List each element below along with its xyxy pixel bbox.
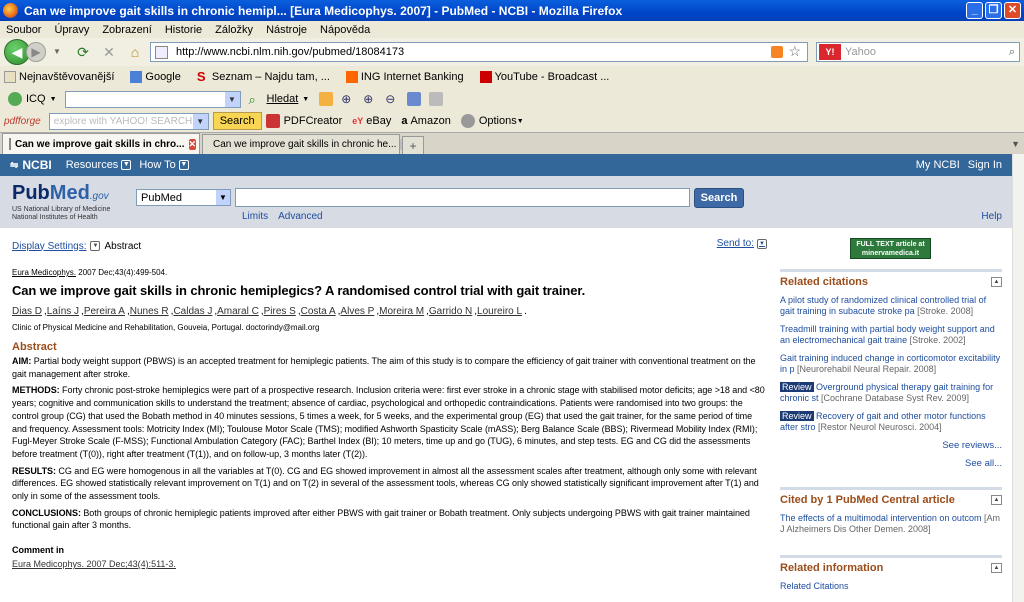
collapse-icon[interactable]: ▲ — [991, 563, 1002, 573]
review-badge: Review — [782, 382, 812, 392]
seznam-icon: S — [196, 69, 206, 84]
comment-link[interactable]: Eura Medicophys. 2007 Dec;43(4):511-3. — [12, 559, 176, 570]
menu-zalozky[interactable]: Záložky — [215, 23, 254, 36]
search-placeholder: Yahoo — [845, 46, 876, 58]
article-title: Can we improve gait skills in chronic hemiplegics? A randomised control trial with gait trainer. — [12, 283, 586, 298]
author-link[interactable]: Caldas J — [173, 306, 213, 317]
ebay-link[interactable]: eBay — [366, 115, 392, 127]
related-citation[interactable]: Treadmill training with partial body weight support and an electromechanical gait traine [Stroke. 2002] — [780, 324, 995, 345]
related-citations-heading: Related citations — [780, 276, 869, 288]
cited-by-heading: Cited by 1 PubMed Central article — [780, 494, 955, 506]
full-text-button[interactable]: FULL TEXT article at minervamedica.it — [850, 238, 931, 259]
close-window-button[interactable]: ✕ — [1004, 2, 1021, 19]
pubmed-search-button[interactable]: Search — [694, 188, 744, 208]
menu-upravy[interactable]: Úpravy — [54, 23, 90, 36]
bookmark-seznam[interactable]: S Seznam – Najdu tam, ... — [196, 69, 330, 84]
youtube-icon — [480, 71, 492, 83]
ing-icon — [346, 71, 358, 83]
close-tab-icon[interactable]: ✕ — [188, 138, 197, 149]
display-settings-link[interactable]: Display Settings: — [12, 240, 87, 252]
zoom-icon[interactable]: ⊕ — [341, 92, 352, 106]
back-button[interactable]: ◀ — [4, 39, 30, 65]
abstract-aim: AIM: Partial body weight support (PBWS) is an accepted treatment for hemiplegic patients. The aim of this study is to compare the efficiency of gait trainer with conventional treatment on the gait management after stroke. — [12, 356, 756, 379]
author-link[interactable]: Pires S — [263, 306, 296, 317]
firefox-icon — [3, 3, 18, 18]
related-citation[interactable]: Review Recovery of gait and other motor functions after stro [Restor Neurol Neurosci. 2004] — [780, 411, 986, 432]
cited-by-panel — [780, 487, 1002, 535]
author-link[interactable]: Moreira M — [379, 306, 425, 317]
chevron-down-icon: ▼ — [757, 239, 767, 249]
resources-menu[interactable]: Resources ▼ — [65, 159, 130, 171]
maximize-button[interactable]: ❐ — [985, 2, 1002, 19]
bookmark-youtube[interactable]: YouTube - Broadcast ... — [480, 71, 610, 83]
my-ncbi-link[interactable]: My NCBI — [915, 159, 960, 171]
pdfforge-logo[interactable]: pdfforge — [4, 115, 41, 127]
zoom-in-icon[interactable]: ⊕ — [363, 92, 374, 106]
bookmark-google[interactable]: Google — [130, 71, 180, 83]
author-link[interactable]: Pereira A — [83, 306, 125, 317]
stop-icon[interactable]: ✕ — [103, 44, 115, 60]
article-content — [12, 238, 767, 569]
ncbi-logo[interactable]: ⇋ NCBI — [10, 158, 52, 172]
menu-nastroje[interactable]: Nástroje — [266, 23, 308, 36]
display-settings-row — [12, 238, 767, 254]
abstract-results: RESULTS: CG and EG were homogenous in all the variables at T(0). CG and EG showed improvement in almost all the assessment scales after treatment, although only some with relevant differences. EG showed statistically relevant improvement on T(1) and on T(2) in several of the assessment tools, whereas CG only showed statistically significant improvement after T(1) and only in some of the assessment tools. — [12, 465, 759, 502]
web-page — [0, 154, 1012, 602]
url-text: http://www.ncbi.nlm.nih.gov/pubmed/18084173 — [176, 46, 405, 58]
vertical-scrollbar[interactable] — [1012, 154, 1024, 602]
howto-menu[interactable]: How To ▼ — [139, 159, 188, 171]
display-mode: Abstract — [104, 240, 142, 252]
cited-article[interactable]: The effects of a multimodal intervention on outcom [Am J Alzheimers Dis Other Demen. 2008] — [780, 513, 1000, 534]
related-citation[interactable]: Gait training induced change in corticomotor excitability in p [Neurorehabil Neural Repair. 2008] — [780, 353, 1001, 374]
menu-bar — [0, 21, 1024, 38]
advanced-link[interactable]: Advanced — [278, 211, 323, 222]
bookmark-star-icon[interactable]: ☆ — [788, 43, 801, 59]
chevron-down-icon[interactable]: ▼ — [90, 241, 100, 251]
related-info-link[interactable]: Related Citations — [780, 581, 849, 591]
url-bar[interactable] — [150, 42, 808, 62]
author-link[interactable]: Amaral C — [217, 306, 259, 317]
window-title: Can we improve gait skills in chronic hemipl... [Eura Medicophys. 2007] - PubMed - NCBI - Mozilla Firefox — [24, 3, 623, 18]
search-go-icon[interactable]: ⌕ — [1008, 45, 1015, 58]
chevron-down-icon[interactable]: ▼ — [193, 114, 208, 129]
abstract-methods: METHODS: Forty chronic post-stroke hemiplegics were part of a prospective research. Inclusion criteria were: first ever stroke in a chronic stage with stabilised motor deficits; age >18 and <80 years; cognitive and communication skills to understand the treatment; absence of cardiac, psychological and orthopedic contraindications. Patients were randomised into two groups: the control group (CG) that used the Bobath method in 40 minutes sessions, 5 times a week, for 5 weeks, and the experimental group (EG) that used the gait trainer, for the same period of time and frequency. Assessment tools: Motricity Index (MI); Toulouse Motor Scale (TMS); modified Ashworth Spasticity Scale (mASS); Berg Balance Scale (BBS); Rivermead Mobility Index (RMI); Fugl-Meyer Stroke Scale (F-MSS); Functional Ambulation Category (FAC); Barthel Index (BI); 10 meters, time up and go (TUG), 6 minutes, and step tests. EG and CG did the assessments before treatment (T(0)), right after treatment (T(1)), and on follow-up, 3 months later (T(2)). — [12, 385, 765, 459]
chevron-down-icon[interactable]: ▼ — [225, 92, 240, 107]
yahoo-engine-icon[interactable]: Y! — [819, 44, 841, 60]
ncbi-header — [0, 154, 1012, 176]
window-titlebar — [0, 0, 1024, 21]
tab-strip — [0, 132, 1024, 154]
search-engine-box[interactable] — [816, 42, 1020, 62]
author-link[interactable]: Nunes R — [129, 306, 169, 317]
menu-historie[interactable]: Historie — [164, 23, 203, 36]
related-information-heading: Related information — [780, 562, 884, 574]
menu-napoveda[interactable]: Nápověda — [320, 23, 371, 36]
tab-list-dropdown-icon[interactable]: ▼ — [1011, 139, 1020, 149]
user-icon[interactable] — [407, 92, 421, 106]
options-menu[interactable]: Options — [478, 115, 517, 127]
minimize-button[interactable]: _ — [966, 2, 983, 19]
bookmark-ing[interactable]: ING Internet Banking — [346, 71, 464, 83]
find-button[interactable]: Hledat — [266, 93, 299, 105]
journal-link[interactable]: Eura Medicophys. — [12, 268, 77, 277]
yahoo-search-button[interactable]: Search — [213, 112, 262, 130]
chevron-down-icon: ▼ — [180, 161, 188, 168]
related-citations-panel — [780, 269, 1002, 469]
history-dropdown-icon[interactable]: ▼ — [53, 47, 61, 56]
author-link[interactable]: Loureiro L — [477, 306, 523, 317]
forward-button[interactable]: ▶ — [26, 42, 46, 62]
bookmarks-toolbar — [0, 66, 1024, 88]
tab-minerva[interactable]: Can we improve gait skills in chronic he... — [202, 134, 400, 154]
options-dropdown-icon[interactable]: ▼ — [516, 117, 524, 125]
author-link[interactable]: Alves P — [340, 306, 375, 317]
zoom-out-icon[interactable]: ⊖ — [385, 92, 396, 106]
chevron-down-icon: ▼ — [122, 161, 130, 168]
affiliation: Clinic of Physical Medicine and Rehabilitation, Gouveia, Portugal. doctorindy@mail.org — [12, 323, 320, 332]
sidebar — [780, 238, 1002, 592]
yahoo-toolbar — [0, 110, 1024, 132]
ncbi-icon: ⇋ — [10, 159, 19, 171]
icq-chat-icon[interactable] — [319, 92, 333, 106]
menu-zobrazeni[interactable]: Zobrazení — [102, 23, 152, 36]
yahoo-search-input[interactable]: explore with YAHOO! SEARCH ▼ — [49, 113, 209, 130]
navigation-toolbar — [0, 38, 1024, 66]
abstract-heading: Abstract — [12, 341, 57, 353]
options-gear-icon — [461, 114, 475, 128]
tab-pubmed-active[interactable]: Can we improve gait skills in chro... ✕ — [2, 133, 200, 154]
author-link[interactable]: Laíns J — [46, 306, 80, 317]
google-icon — [130, 71, 142, 83]
abstract-conclusions: CONCLUSIONS: Both groups of chronic hemiplegic patients improved after either PBWS with gait trainer or Bobath treatment. Only subjects undergoing PBWS with gait trainer maintained functional gain after 3 months. — [12, 507, 750, 531]
home-icon[interactable]: ⌂ — [130, 44, 140, 60]
pubmed-query-input[interactable] — [235, 188, 690, 207]
collapse-icon[interactable]: ▲ — [991, 495, 1002, 505]
pubmed-search-bar — [0, 176, 1012, 228]
reload-icon[interactable]: ⟳ — [77, 44, 89, 60]
rss-icon[interactable] — [771, 46, 783, 58]
icq-toolbar — [0, 88, 1024, 110]
amazon-icon: a — [401, 115, 408, 127]
icq-flower-icon — [8, 92, 22, 106]
eraser-icon[interactable] — [429, 92, 443, 106]
limits-link[interactable]: Limits — [242, 211, 269, 222]
author-link[interactable]: Garrido N — [428, 306, 473, 317]
page-favicon-icon — [9, 138, 11, 150]
pdfcreator-link[interactable]: PDFCreator — [283, 115, 343, 127]
help-link[interactable]: Help — [981, 211, 1002, 222]
icq-dropdown-icon[interactable]: ▼ — [49, 95, 57, 103]
see-all-link[interactable]: See all... — [965, 458, 1002, 469]
related-citation[interactable]: A pilot study of randomized clinical controlled trial of gait training in subacute stroke pa [Stroke. 2008] — [780, 295, 987, 316]
collapse-icon[interactable]: ▲ — [991, 277, 1002, 287]
find-dropdown-icon[interactable]: ▼ — [302, 95, 310, 103]
send-to-menu[interactable]: Send to: ▼ — [717, 238, 767, 249]
review-badge: Review — [782, 411, 812, 421]
icq-label[interactable]: ICQ — [26, 93, 46, 105]
sign-in-link[interactable]: Sign In — [967, 159, 1002, 171]
site-favicon-icon — [155, 46, 168, 59]
comment-heading: Comment in — [12, 545, 65, 556]
author-list: Dias D , Laíns J , Pereira A , Nunes R , Caldas J , Amaral C , Pires S , Costa A , Alves P , Moreira M , Garrido N , Loureiro L . — [12, 306, 527, 317]
icq-search-input[interactable] — [65, 91, 241, 108]
amazon-link[interactable]: Amazon — [410, 115, 451, 127]
folder-icon — [4, 71, 16, 83]
bookmark-most-visited[interactable]: Nejnavštěvovanější — [4, 71, 114, 83]
see-reviews-link[interactable]: See reviews... — [942, 440, 1002, 451]
author-link[interactable]: Dias D — [12, 306, 43, 317]
pubmed-logo[interactable]: PubMed.gov US National Library of Medicine National Institutes of Health — [12, 182, 111, 221]
related-information-panel — [780, 555, 1002, 592]
database-select[interactable]: PubMed ▼ — [136, 189, 231, 206]
related-citation[interactable]: Review Overground physical therapy gait training for chronic st [Cochrane Database Syst Rev. 2009] — [780, 382, 994, 403]
window-controls — [966, 2, 1021, 19]
author-link[interactable]: Costa A — [300, 306, 336, 317]
new-tab-button[interactable]: + — [402, 136, 424, 154]
ebay-icon: eY — [352, 116, 364, 126]
magnifier-icon: ⌕ — [248, 92, 256, 107]
menu-soubor[interactable]: Soubor — [6, 23, 42, 36]
pdfcreator-icon — [266, 114, 280, 128]
chevron-down-icon: ▼ — [216, 190, 230, 205]
citation-line: Eura Medicophys. 2007 Dec;43(4):499-504. — [12, 268, 168, 277]
